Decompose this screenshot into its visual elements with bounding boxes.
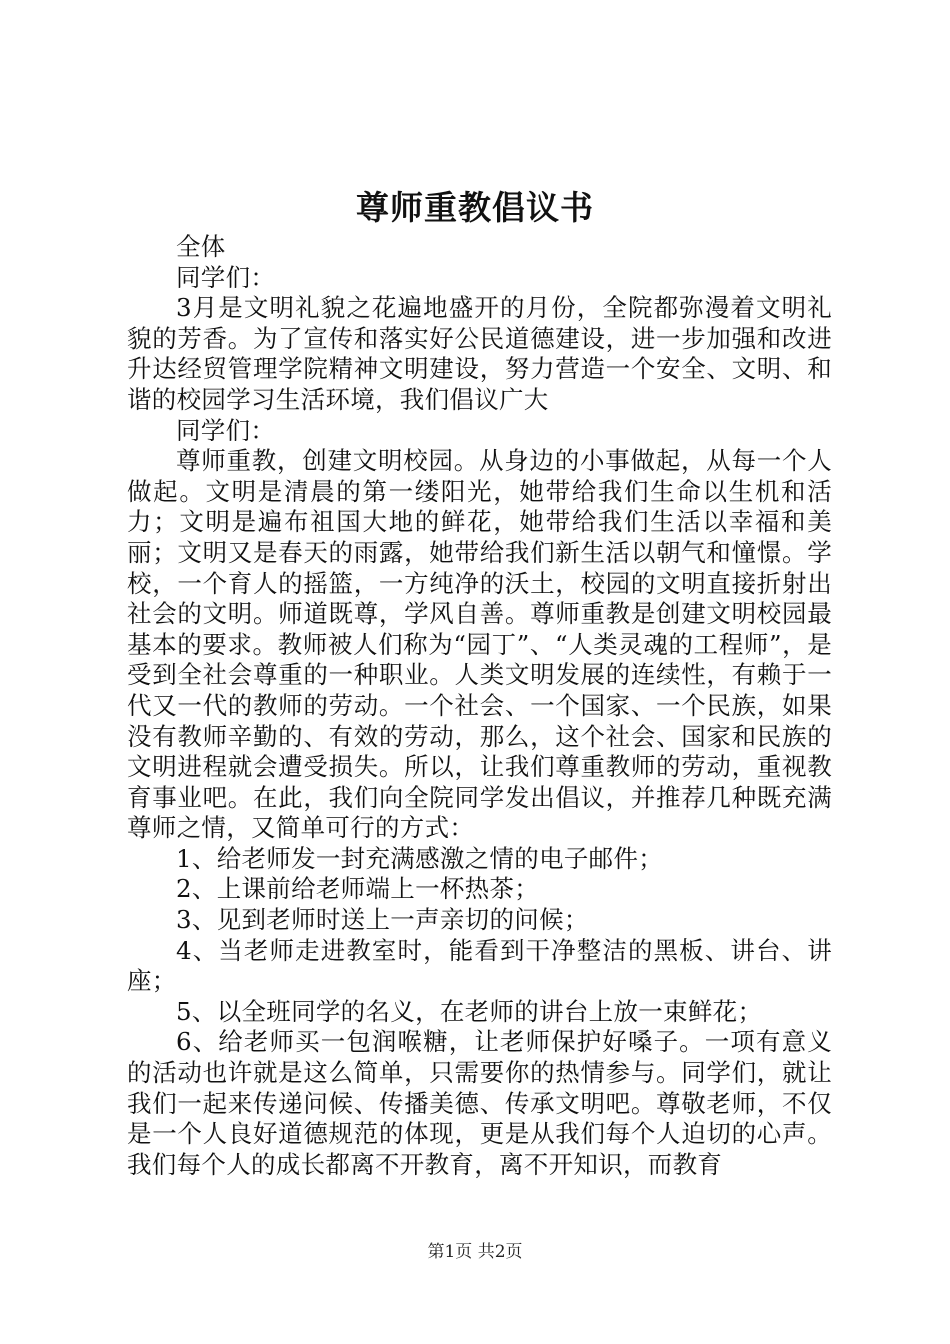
list-item-1: 1、给老师发一封充满感激之情的电子邮件；: [176, 843, 664, 873]
intro-paragraph: 3月是文明礼貌之花遍地盛开的月份，全院都弥漫着文明礼貌的芳香。为了宣传和落实好公民道德建设，进一步加强和改进升达经贸管理学院精神文明建设，努力营造一个安全、文明、和谐的校园学习生活环境，我们倡议广大: [127, 293, 832, 414]
list-item-6: 6、给老师买一包润喉糖，让老师保护好嗓子。一项有意义的活动也许就是这么简单，只需要你的热情参与。同学们，就让我们一起来传递问候、传播美德、传承文明吧。尊敬老师，不仅是一个人良好道德规范的体现，更是从我们每个人迫切的心声。我们每个人的成长都离不开教育，离不开知识，而教育: [127, 1027, 832, 1179]
list-item-4: 4、当老师走进教室时，能看到干净整洁的黑板、讲台、讲座；: [127, 935, 832, 996]
salutation-line-1: 全体: [176, 232, 226, 261]
document-body: [127, 232, 832, 1180]
page-title: 尊师重教倡议书: [356, 188, 594, 227]
salutation-line-2: 同学们：: [176, 262, 276, 292]
list-item-3: 3、见到老师时送上一声亲切的问候；: [176, 905, 589, 935]
list-item-5: 5、以全班同学的名义，在老师的讲台上放一束鲜花；: [176, 996, 763, 1026]
main-paragraph: 尊师重教，创建文明校园。从身边的小事做起，从每一个人做起。文明是清晨的第一缕阳光，她带给我们生命以生机和活力；文明是遍布祖国大地的鲜花，她带给我们生活以幸福和美丽；文明又是春天的雨露，她带给我们新生活以朝气和憧憬。学校，一个育人的摇篮，一方纯净的沃土，校园的文明直接折射出社会的文明。师道既尊，学风自善。尊师重教是创建文明校园最基本的要求。教师被人们称为“园丁”、“人类灵魂的工程师”，是受到全社会尊重的一种职业。人类文明发展的连续性，有赖于一代又一代的教师的劳动。一个社会、一个国家、一个民族，如果没有教师辛勤的、有效的劳动，那么，这个社会、国家和民族的文明进程就会遭受损失。所以，让我们尊重教师的劳动，重视教育事业吧。在此，我们向全院同学发出倡议，并推荐几种既充满尊师之情，又简单可行的方式：: [127, 446, 832, 843]
salutation-line-3: 同学们：: [176, 415, 276, 445]
list-item-2: 2、上课前给老师端上一杯热茶；: [176, 874, 540, 904]
page-number-footer: 第1页 共2页: [427, 1242, 523, 1262]
